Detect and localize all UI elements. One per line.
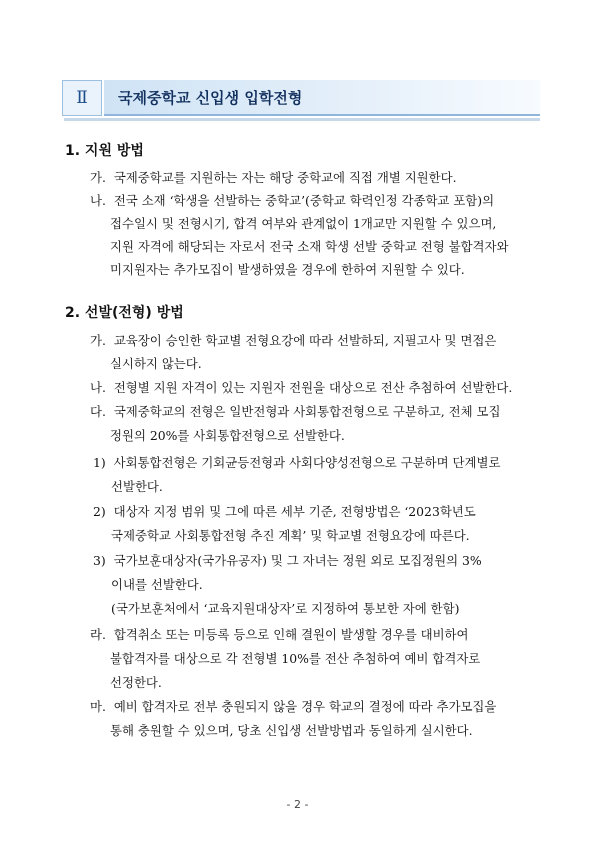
item-text: 전형별 지원 자격이 있는 지원자 전원을 대상으로 전산 추첨하여 선발한다. [113,380,513,395]
item-marker: 마. [90,699,110,714]
item-text: 사회통합전형은 기회균등전형과 사회다양성전형으로 구분하며 단계별로 [113,455,501,470]
item-text-continuation: 불합격자를 대상으로 각 전형별 10%를 전산 추첨하여 예비 합격자로 [110,651,481,666]
item-text-continuation: 지원 자격에 해당되는 자로서 전국 소재 학생 선발 중학교 전형 불합격자와 [110,239,509,254]
list-item [90,627,469,643]
item-text: 교육장이 승인한 학교별 전형요강에 따라 선발하되, 지필고사 및 면접은 [113,333,497,348]
list-item [93,455,500,471]
item-marker: 2) [93,504,110,519]
item-marker: 가. [90,333,110,348]
list-item [90,380,512,396]
item-marker: 가. [90,170,110,185]
page-number: - 2 - [286,798,309,811]
item-text-continuation: 이내를 선발한다. [111,577,203,592]
item-text-continuation: 선정한다. [110,675,162,690]
item-text-continuation: 국제중학교 사회통합전형 추진 계획’ 및 학교별 전형요강에 따른다. [111,528,470,543]
item-marker: 3) [93,553,110,568]
list-item [90,404,500,420]
item-text: 국제중학교의 전형은 일반전형과 사회통합전형으로 구분하고, 전체 모집 [113,404,501,419]
item-marker: 라. [90,627,110,642]
item-marker: 나. [90,380,110,395]
section-heading-2: 2. 선발(전형) 방법 [65,305,184,321]
item-text: 국제중학교를 지원하는 자는 해당 중학교에 직접 개별 지원한다. [113,170,457,185]
chapter-header [62,80,540,122]
chapter-underline [64,118,540,121]
list-item [93,553,482,569]
item-text-continuation: 통해 충원할 수 있으며, 당초 신입생 선발방법과 동일하게 실시한다. [110,723,473,738]
item-text-note: (국가보훈처에서 ‘교육지원대상자’로 지정하여 통보한 자에 한함) [111,601,460,616]
item-text-continuation: 접수일시 및 전형시기, 합격 여부와 관계없이 1개교만 지원할 수 있으며, [110,216,497,231]
item-marker: 다. [90,404,110,419]
list-item [90,170,457,186]
item-text-continuation: 정원의 20%를 사회통합전형으로 선발한다. [110,428,345,443]
item-marker: 1) [93,455,110,470]
chapter-numeral: Ⅱ [62,80,102,116]
list-item [90,193,494,209]
chapter-title: 국제중학교 신입생 입학전형 [104,80,540,116]
list-item [93,504,476,520]
item-text-continuation: 미지원자는 추가모집이 발생하였을 경우에 한하여 지원할 수 있다. [110,262,465,277]
item-text: 대상자 지정 범위 및 그에 따른 세부 기준, 전형방법은 ‘2023학년도 [113,504,476,519]
item-marker: 나. [90,193,110,208]
item-text-continuation: 실시하지 않는다. [110,356,202,371]
item-text-continuation: 선발한다. [111,479,163,494]
item-text: 전국 소재 ‘학생을 선발하는 중학교’(중학교 학력인정 각종학교 포함)의 [113,193,495,208]
list-item [90,699,496,715]
section-heading-1: 1. 지원 방법 [65,143,144,159]
item-text: 국가보훈대상자(국가유공자) 및 그 자녀는 정원 외로 모집정원의 3% [113,553,482,568]
list-item [90,333,496,349]
item-text: 합격취소 또는 미등록 등으로 인해 결원이 발생할 경우를 대비하여 [113,627,469,642]
item-text: 예비 합격자로 전부 충원되지 않을 경우 학교의 결정에 따라 추가모집을 [113,699,497,714]
